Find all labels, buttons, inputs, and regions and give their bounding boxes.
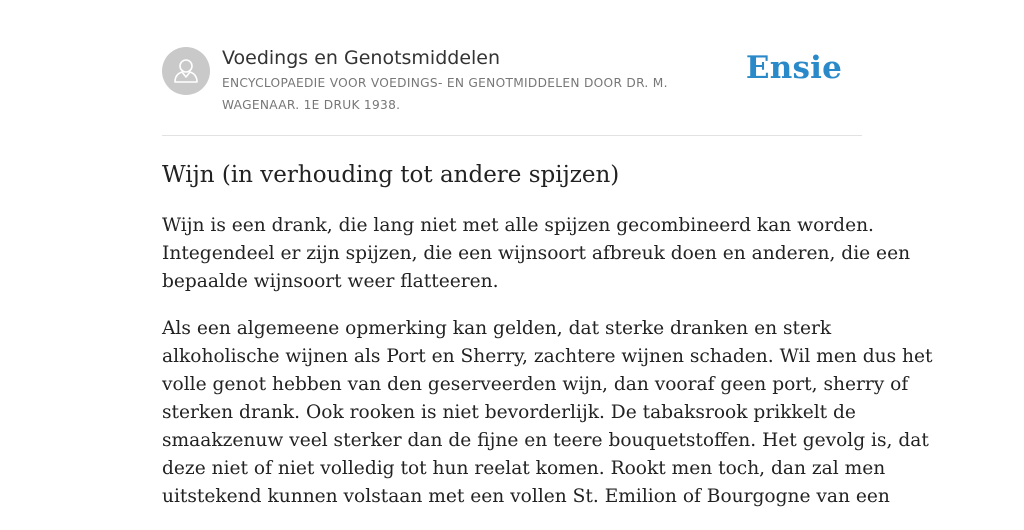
user-icon bbox=[162, 47, 210, 95]
ensie-logo[interactable]: Ensie bbox=[745, 50, 842, 86]
text-line: Wijn is een drank, die lang niet met alle spijzen gecombineerd kan worden. bbox=[162, 215, 874, 236]
source-title[interactable]: Voedings en Genotsmiddelen bbox=[222, 47, 501, 69]
source-subtitle: ENCYCLOPAEDIE VOOR VOEDINGS- EN GENOTMIDDELEN DOOR DR. M. WAGENAAR. 1E DRUK 1938. bbox=[222, 76, 668, 112]
text-line: volle genot hebben van den geserveerden wijn, dan vooraf geen port, sherry of bbox=[162, 374, 909, 395]
text-line: alkoholische wijnen als Port en Sherry, zachtere wijnen schaden. Wil men dus het bbox=[162, 346, 933, 367]
text-line: deze niet of niet volledig tot hun reelat komen. Rookt men toch, dan zal men bbox=[162, 458, 886, 479]
text-line: sterken drank. Ook rooken is niet bevorderlijk. De tabaksrook prikkelt de bbox=[162, 402, 856, 423]
text-line: bepaalde wijnsoort weer flatteeren. bbox=[162, 271, 499, 292]
paragraph-2 bbox=[162, 315, 933, 511]
text-line: uitstekend kunnen volstaan met een vollen St. Emilion of Bourgogne van een bbox=[162, 486, 890, 507]
paragraph-1 bbox=[162, 212, 911, 296]
article-body bbox=[162, 212, 933, 530]
source-header bbox=[162, 46, 862, 116]
text-line: Als een algemeene opmerking kan gelden, dat sterke dranken en sterk bbox=[162, 318, 832, 339]
article-title: Wijn (in verhouding tot andere spijzen) bbox=[162, 162, 620, 188]
source-avatar[interactable] bbox=[162, 47, 210, 95]
text-line: smaakzenuw veel sterker dan de fijne en teere bouquetstoffen. Het gevolg is, dat bbox=[162, 430, 929, 451]
header-divider bbox=[162, 135, 862, 136]
text-line: Integendeel er zijn spijzen, die een wijnsoort afbreuk doen en anderen, die een bbox=[162, 243, 911, 264]
